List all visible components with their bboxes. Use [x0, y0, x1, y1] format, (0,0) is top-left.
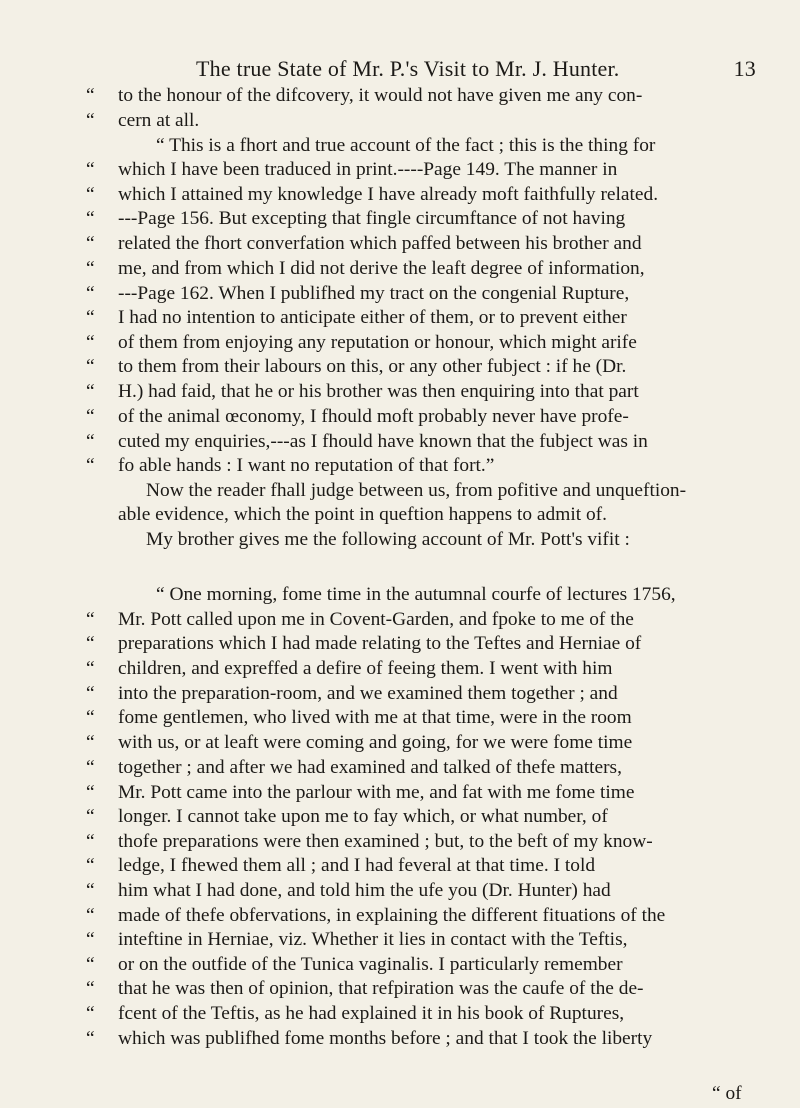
- line-text: Mr. Pott called upon me in Covent-Garden, and fpoke to me of the: [118, 609, 634, 630]
- quote-mark: “: [86, 406, 95, 427]
- line-text: which I have been traduced in print.----Page 149. The manner in: [118, 159, 618, 180]
- quote-mark: “: [86, 283, 95, 304]
- line-text: “ This is a fhort and true account of the fact ; this is the thing for: [156, 135, 656, 156]
- quote-mark: “: [86, 159, 95, 180]
- line-text: H.) had faid, that he or his brother was then enquiring into that part: [118, 381, 639, 402]
- line-text: to the honour of the difcovery, it would not have given me any con-: [118, 85, 643, 106]
- line-text: made of thefe obfervations, in explaining the different fituations of the: [118, 905, 666, 926]
- quote-mark: “: [86, 431, 95, 452]
- quote-mark: “: [86, 757, 95, 778]
- quote-mark: “: [86, 905, 95, 926]
- quote-mark: “: [86, 806, 95, 827]
- line-text: related the fhort converfation which paffed between his brother and: [118, 233, 642, 254]
- line-text: that he was then of opinion, that refpiration was the caufe of the de-: [118, 978, 644, 999]
- quote-mark: “: [86, 831, 95, 852]
- quote-mark: “: [86, 332, 95, 353]
- line-text: ledge, I fhewed them all ; and I had feveral at that time. I told: [118, 855, 596, 876]
- line-text: preparations which I had made relating to the Teftes and Herniae of: [118, 633, 642, 654]
- quote-mark: “: [86, 381, 95, 402]
- quote-mark: “: [86, 732, 95, 753]
- line-text: fcent of the Teftis, as he had explained it in his book of Ruptures,: [118, 1003, 625, 1024]
- quote-mark: “: [86, 954, 95, 975]
- line-text: me, and from which I did not derive the leaft degree of information,: [118, 258, 645, 279]
- quote-mark: “: [86, 855, 95, 876]
- quote-mark: “: [86, 85, 95, 106]
- line-text: My brother gives me the following account of Mr. Pott's vifit :: [146, 529, 630, 550]
- line-text: I had no intention to anticipate either of them, or to prevent either: [118, 307, 627, 328]
- quote-mark: “: [86, 184, 95, 205]
- line-text: Mr. Pott came into the parlour with me, and fat with me fome time: [118, 782, 635, 803]
- quote-mark: “: [86, 356, 95, 377]
- line-text: which was publifhed fome months before ; and that I took the liberty: [118, 1028, 653, 1049]
- line-text: inteftine in Herniae, viz. Whether it lies in contact with the Teftis,: [118, 929, 628, 950]
- line-text: which I attained my knowledge I have already moft faithfully related.: [118, 184, 659, 205]
- line-text: of them from enjoying any reputation or honour, which might arife: [118, 332, 637, 353]
- page-number: 13: [733, 56, 756, 81]
- line-text: ---Page 156. But excepting that fingle circumftance of not having: [118, 208, 626, 229]
- line-text: “ One morning, fome time in the autumnal courfe of lectures 1756,: [156, 584, 676, 605]
- line-text: cern at all.: [118, 110, 200, 131]
- line-text: to them from their labours on this, or any other fubject : if he (Dr.: [118, 356, 627, 377]
- line-text: with us, or at leaft were coming and going, for we were fome time: [118, 732, 633, 753]
- quote-mark: “: [86, 307, 95, 328]
- line-text: thofe preparations were then examined ; but, to the beft of my know-: [118, 831, 653, 852]
- running-header: [196, 56, 756, 82]
- line-text: fome gentlemen, who lived with me at that time, were in the room: [118, 707, 632, 728]
- catchword: “ of: [712, 1083, 742, 1104]
- quote-mark: “: [86, 110, 95, 131]
- quote-mark: “: [86, 233, 95, 254]
- line-text: cuted my enquiries,---as I fhould have known that the fubject was in: [118, 431, 648, 452]
- quote-mark: “: [86, 609, 95, 630]
- quote-mark: “: [86, 683, 95, 704]
- line-text: of the animal œconomy, I fhould moft probably never have profe-: [118, 406, 629, 427]
- quote-mark: “: [86, 258, 95, 279]
- running-title: The true State of Mr. P.'s Visit to Mr. J. Hunter.: [196, 56, 620, 81]
- quote-mark: “: [86, 880, 95, 901]
- line-text: longer. I cannot take upon me to fay which, or what number, of: [118, 806, 608, 827]
- quote-mark: “: [86, 658, 95, 679]
- quote-mark: “: [86, 782, 95, 803]
- quote-mark: “: [86, 455, 95, 476]
- line-text: Now the reader fhall judge between us, from pofitive and unqueftion-: [146, 480, 687, 501]
- quote-mark: “: [86, 1003, 95, 1024]
- line-text: him what I had done, and told him the ufe you (Dr. Hunter) had: [118, 880, 611, 901]
- line-text: into the preparation-room, and we examined them together ; and: [118, 683, 618, 704]
- line-text: or on the outfide of the Tunica vaginalis. I particularly remember: [118, 954, 623, 975]
- quote-mark: “: [86, 707, 95, 728]
- line-text: children, and expreffed a defire of feeing them. I went with him: [118, 658, 613, 679]
- quote-mark: “: [86, 929, 95, 950]
- line-text: together ; and after we had examined and talked of thefe matters,: [118, 757, 622, 778]
- line-text: fo able hands : I want no reputation of that fort.”: [118, 455, 495, 476]
- quote-mark: “: [86, 633, 95, 654]
- quote-mark: “: [86, 978, 95, 999]
- quote-mark: “: [86, 1028, 95, 1049]
- line-text: able evidence, which the point in queftion happens to admit of.: [118, 504, 607, 525]
- quote-mark: “: [86, 208, 95, 229]
- line-text: ---Page 162. When I publifhed my tract on the congenial Rupture,: [118, 283, 630, 304]
